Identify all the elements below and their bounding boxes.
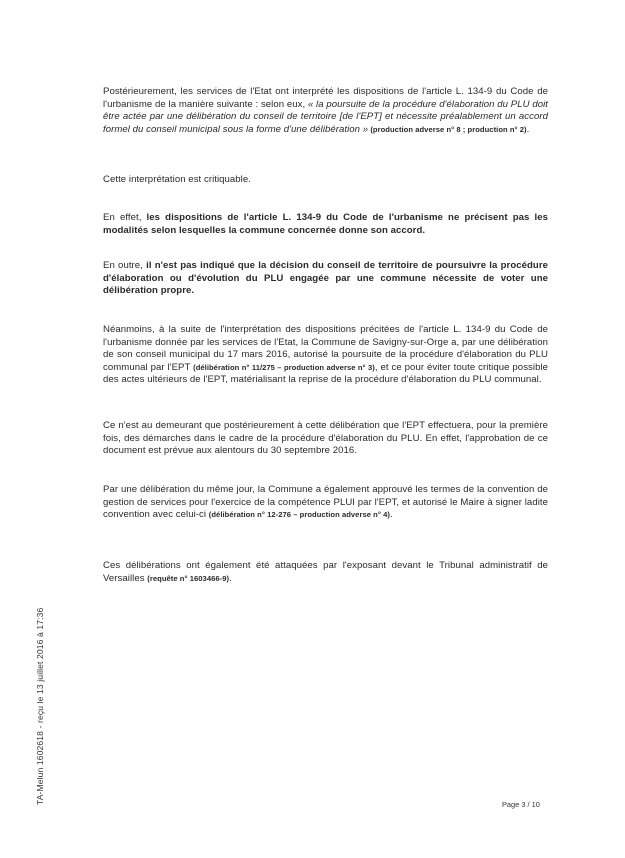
paragraph-3 [103, 212, 548, 237]
paragraph-5-text: Néanmoins, à la suite de l'interprétation des dispositions précitées de l'article L. 134-9 du Code de l'urbanisme donnée par les services de l'Etat, la Commune de Savigny-sur-Orge a, par une délibération de son conseil municipal du 17 mars 2016, autorisé la poursuite de la procédure d'élaboration du PLU communal par l'EPT [103, 324, 548, 373]
court-receipt-stamp: TA-Melun 1602618 - reçu le 13 juillet 2016 à 17:36 [35, 607, 45, 805]
paragraph-4 [103, 260, 548, 298]
paragraph-5-reference: (délibération n° 11/275 – production adverse n° 3) [193, 362, 375, 372]
paragraph-6 [103, 420, 548, 458]
paragraph-5 [103, 324, 548, 387]
paragraph-6-text: Ce n'est au demeurant que postérieurement à cette délibération que l'EPT effectuera, pour la première fois, des démarches dans le cadre de la procédure d'élaboration du PLU. En effet, l'approbation de ce document est prévue aux alentours du 30 septembre 2016. [103, 420, 548, 457]
paragraph-8-text: Ces délibérations ont également été attaquées par l'exposant devant le Tribunal administratif de Versailles [103, 560, 548, 584]
paragraph-7-text: Par une délibération du même jour, la Commune a également approuvé les termes de la convention de gestion de services pour l'exercice de la compétence PLUI par l'EPT, et autorisé le Maire à signer ladite convention avec celui-ci [103, 484, 548, 521]
paragraph-2 [103, 174, 548, 187]
paragraph-7 [103, 484, 548, 522]
paragraph-3-bold: les dispositions de l'article L. 134-9 du Code de l'urbanisme ne précisent pas les modalités selon lesquelles la commune concernée donne son accord. [103, 212, 548, 236]
paragraph-1-reference: (production adverse n° 8 ; production n° 2) [368, 124, 527, 134]
paragraph-3-text: En effet, [103, 212, 147, 223]
paragraph-5-text-end: , et ce pour éviter toute critique possible des actes ultérieurs de l'EPT, matérialisant la reprise de la procédure d'élaboration du PLU communal. [103, 361, 549, 386]
paragraph-1-text: Postérieurement, les services de l'Etat ont interprété les dispositions de l'article L. 134-9 du Code de l'urbanisme de la manière suivante : selon eux, [103, 86, 548, 110]
paragraph-2-text: Cette interprétation est critiquable. [103, 174, 251, 185]
paragraph-4-bold: il n'est pas indiqué que la décision du conseil de territoire de poursuivre la procédure d'élaboration ou d'évolution du PLU engagée par une commune nécessite de voter une délibération propre. [103, 260, 548, 297]
page-number: Page 3 / 10 [502, 800, 540, 809]
paragraph-4-text: En outre, [103, 260, 147, 271]
paragraph-7-end: . [389, 509, 393, 521]
paragraph-8-end: . [229, 572, 232, 584]
paragraph-1 [103, 86, 548, 136]
paragraph-7-reference: (délibération n° 12-276 – production adverse n° 4) [208, 510, 390, 520]
paragraph-1-quote: « la poursuite de la procédure d'élaboration du PLU doit être actée par une délibération du conseil de territoire [de l'EPT] et nécessite préalablement un accord formel du conseil municipal sous la forme d'une délibération » [103, 98, 548, 135]
paragraph-8-reference: (requête n° 1603466-9) [147, 573, 230, 583]
paragraph-1-end: . [526, 123, 530, 135]
paragraph-8 [103, 560, 548, 585]
